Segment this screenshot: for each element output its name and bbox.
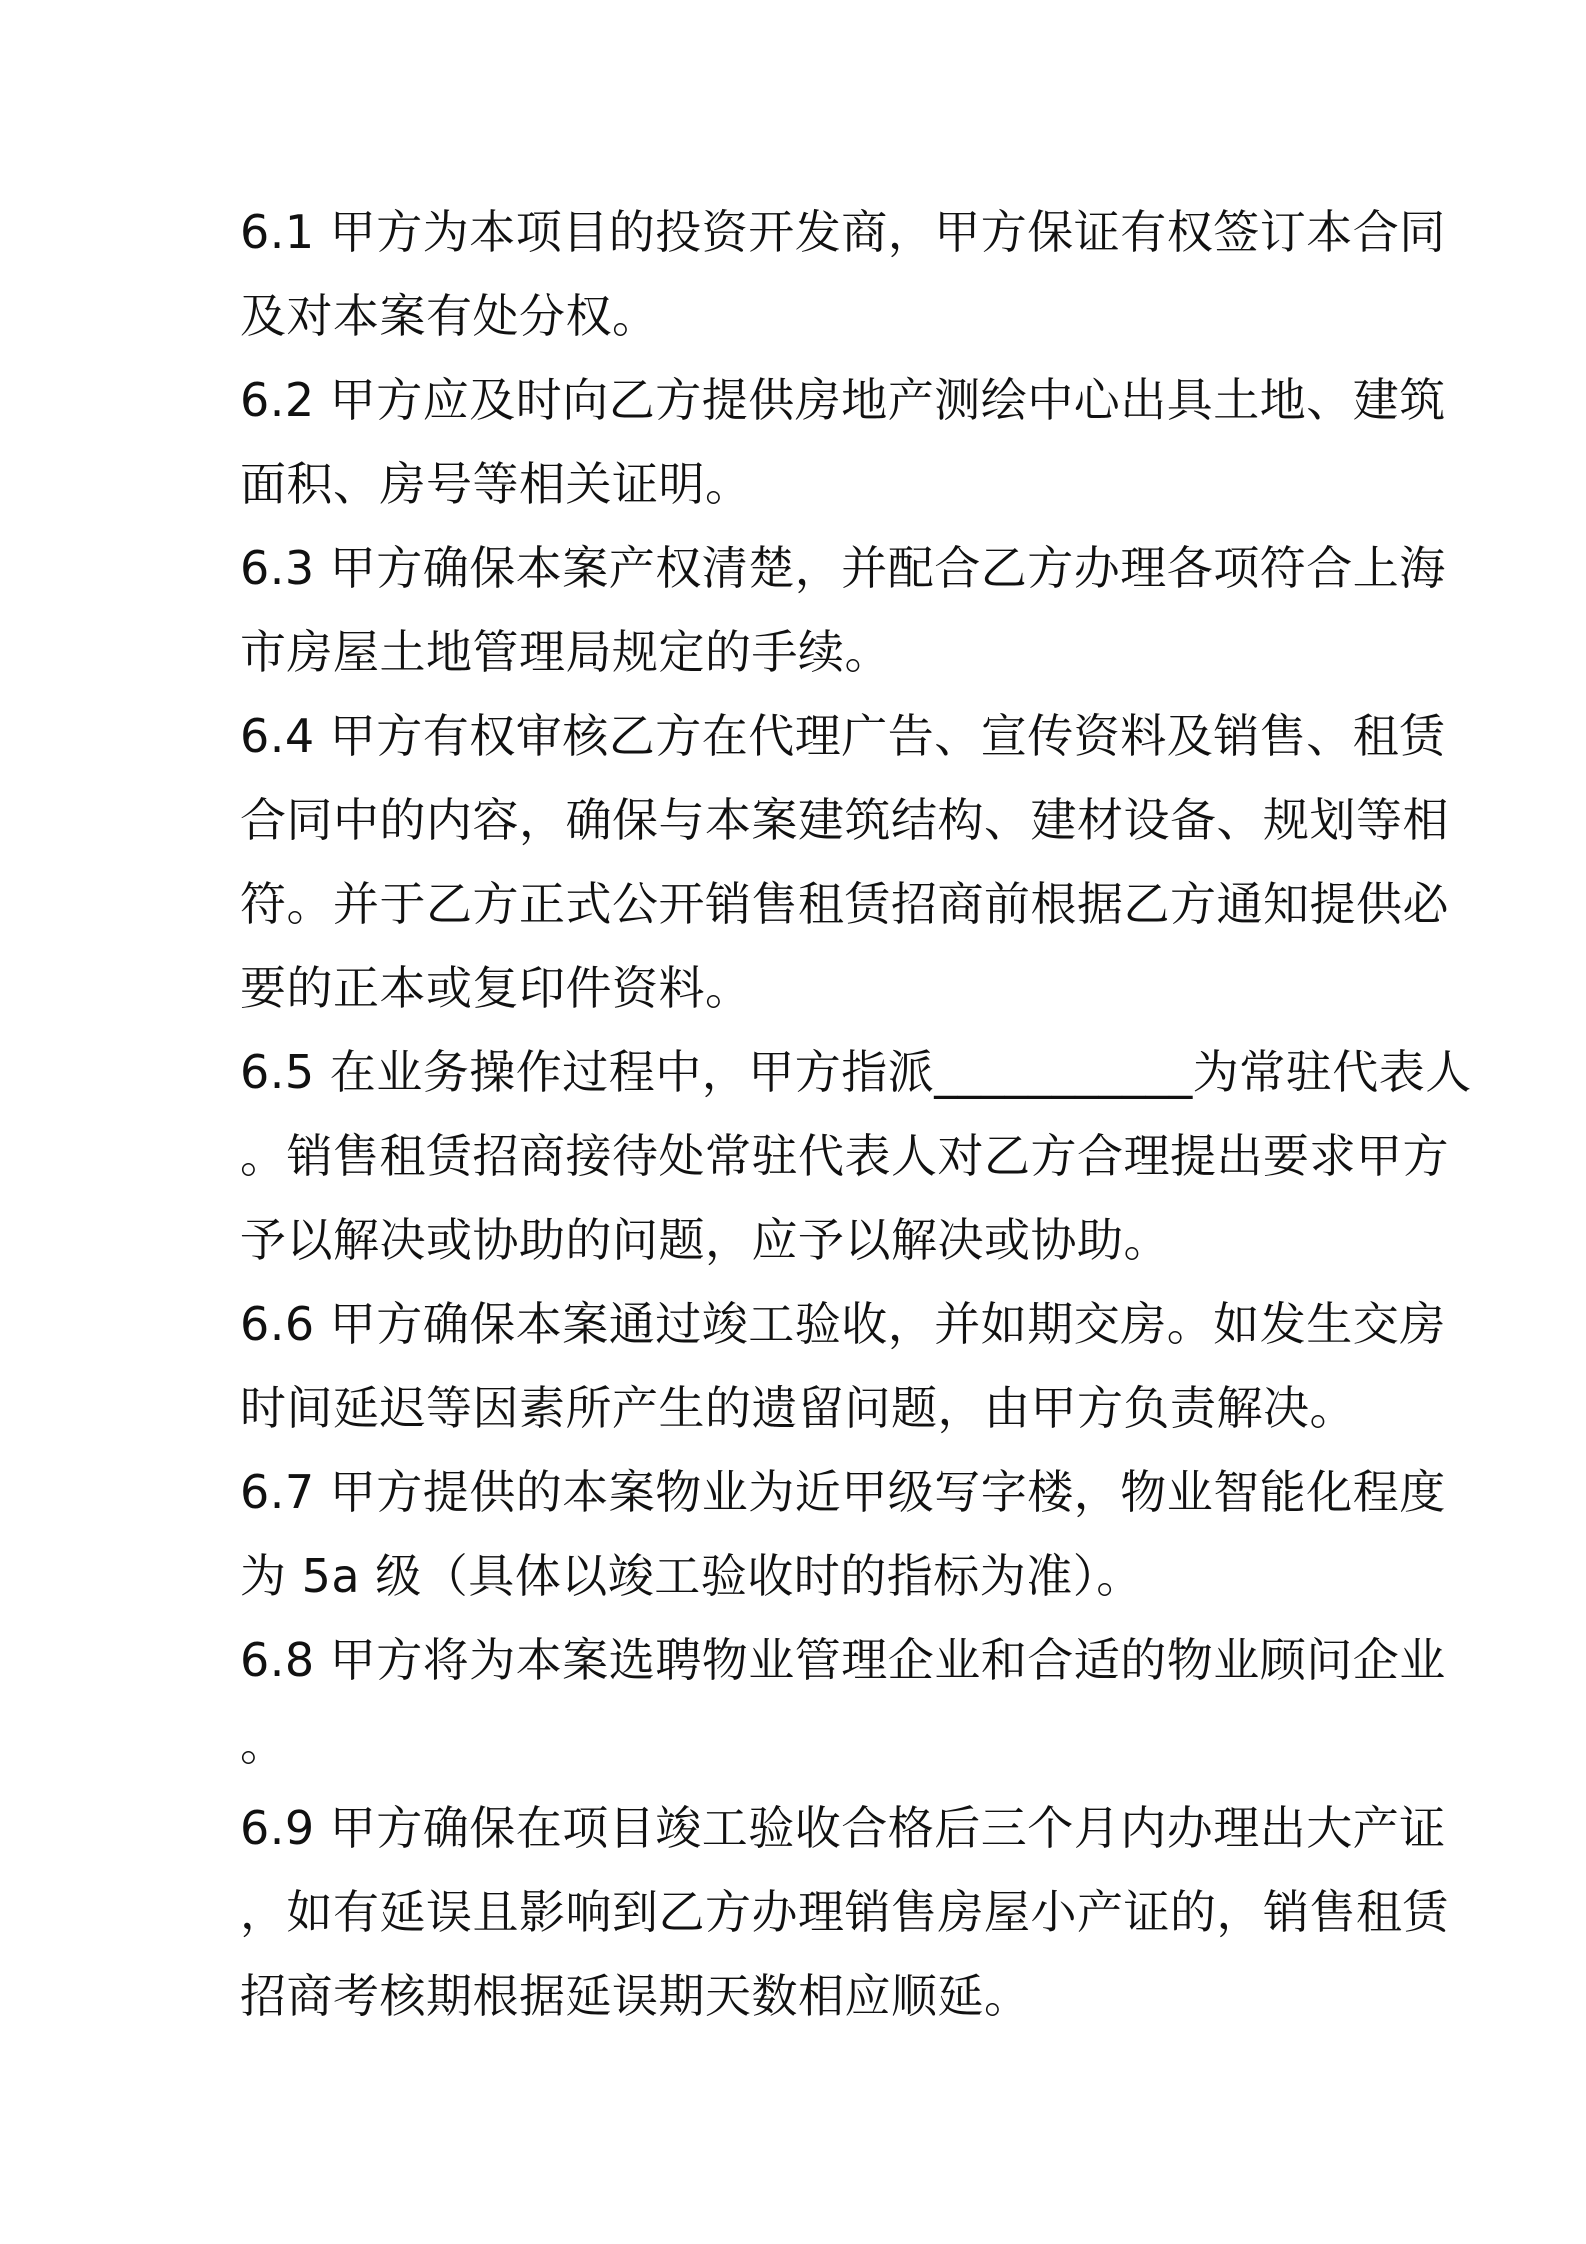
text-line: 符。并于乙方正式公开销售租赁招商前根据乙方通知提供必 (240, 877, 1449, 931)
text-line: 为 5a 级（具体以竣工验收时的指标为准）。 (240, 1549, 1143, 1603)
text-line: 要的正本或复印件资料。 (240, 961, 752, 1015)
text-line: 6.6 甲方确保本案通过竣工验收，并如期交房。如发生交房 (240, 1297, 1446, 1351)
text-line: 6.4 甲方有权审核乙方在代理广告、宣传资料及销售、租赁 (240, 709, 1446, 763)
text-line: 。销售租赁招商接待处常驻代表人对乙方合理提出要求甲方 (240, 1129, 1449, 1183)
text-line: 招商考核期根据延误期天数相应顺延。 (240, 1969, 1031, 2023)
text-line: 合同中的内容，确保与本案建筑结构、建材设备、规划等相 (240, 793, 1449, 847)
text-line: 6.2 甲方应及时向乙方提供房地产测绘中心出具土地、建筑 (240, 373, 1446, 427)
text-line: 予以解决或协助的问题，应予以解决或协助。 (240, 1213, 1170, 1267)
text-line: 6.3 甲方确保本案产权清楚，并配合乙方办理各项符合上海 (240, 541, 1446, 595)
text-line: 6.7 甲方提供的本案物业为近甲级写字楼，物业智能化程度 (240, 1465, 1446, 1519)
text-line: 市房屋土地管理局规定的手续。 (240, 625, 891, 679)
text-line: 6.1 甲方为本项目的投资开发商，甲方保证有权签订本合同 (240, 205, 1446, 259)
text-line: 。 (240, 1717, 287, 1771)
text-line: 面积、房号等相关证明。 (240, 457, 752, 511)
text-line: 时间延迟等因素所产生的遗留问题，由甲方负责解决。 (240, 1381, 1356, 1435)
text-line: ，如有延误且影响到乙方办理销售房屋小产证的，销售租赁 (240, 1885, 1449, 1939)
text-line: 6.5 在业务操作过程中，甲方指派___________为常驻代表人 (240, 1045, 1472, 1099)
contract-clauses (240, 190, 1472, 2038)
text-line: 6.9 甲方确保在项目竣工验收合格后三个月内办理出大产证 (240, 1801, 1446, 1855)
text-line: 6.8 甲方将为本案选聘物业管理企业和合适的物业顾问企业 (240, 1633, 1446, 1687)
text-line: 及对本案有处分权。 (240, 289, 659, 343)
